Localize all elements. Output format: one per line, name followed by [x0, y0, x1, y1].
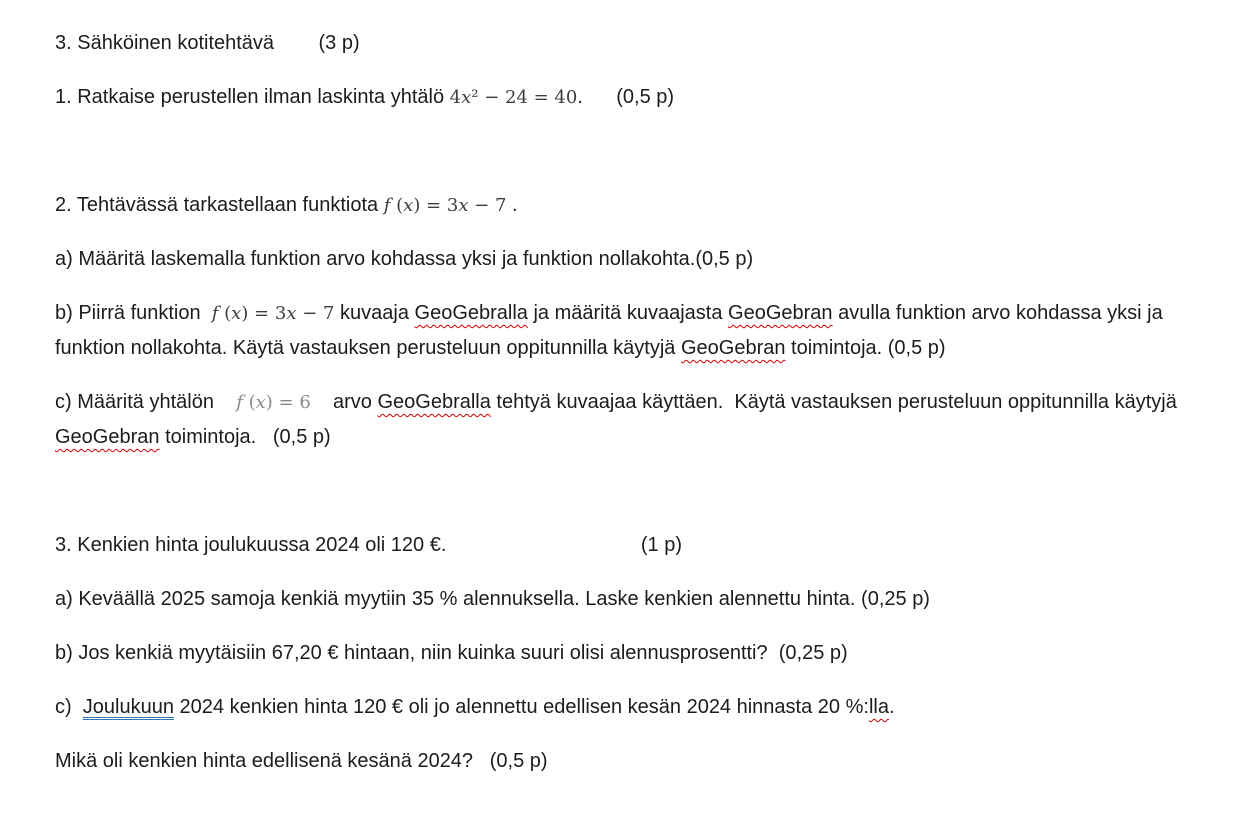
text-run: ja määritä kuvaajasta [527, 302, 729, 324]
text-run: . (0,5 p) [577, 86, 675, 108]
paragraph [55, 690, 1210, 725]
text-run: 1. Ratkaise perustellen ilman laskinta yhtälö [55, 86, 450, 108]
text-run: toimintoja. (0,5 p) [785, 337, 946, 359]
paragraph [55, 242, 1210, 277]
paragraph [55, 188, 1210, 223]
text-run: 3. Sähköinen kotitehtävä (3 p) [55, 32, 360, 54]
paragraph [55, 80, 1210, 115]
text-run: b) Jos kenkiä myytäisiin 67,20 € hintaan, niin kuinka suuri olisi alennusprosentti? (0,25 p) [55, 642, 848, 664]
text-run: Mikä oli kenkien hinta edellisenä kesänä 2024? (0,5 p) [55, 750, 548, 772]
paragraph [55, 134, 1210, 169]
text-run: c) Määritä yhtälön [55, 391, 237, 413]
text-run: c) [55, 696, 83, 718]
paragraph [55, 582, 1210, 617]
text-run: . [888, 696, 895, 718]
misspelled-word: GeoGebran [680, 337, 786, 359]
text-run: avulla funktion arvo kohdassa yksi ja funktion nollakohta. Käytä vastauksen perusteluun oppitunnilla käytyjä [55, 302, 1169, 359]
math-expression: 4x² − 24 = 40 [449, 87, 578, 108]
text-run: . [506, 194, 518, 216]
text-run: 2024 kenkien hinta 120 € oli jo alennettu edellisen kesän 2024 hinnasta 20 %: [173, 696, 869, 718]
grammar-flagged-word: Joulukuun [82, 696, 174, 718]
paragraph [55, 636, 1210, 671]
misspelled-word: GeoGebran [55, 426, 160, 448]
misspelled-word: GeoGebralla [377, 391, 491, 413]
math-expression: f (x) = 3x − 7 [211, 303, 335, 324]
paragraph [55, 528, 1210, 563]
paragraph [55, 296, 1210, 366]
paragraph [55, 26, 1210, 61]
paragraph [55, 385, 1210, 455]
misspelled-word: GeoGebran [728, 302, 833, 324]
text-run: tehtyä kuvaajaa käyttäen. Käytä vastauksen perusteluun oppitunnilla käytyjä [490, 391, 1183, 413]
paragraph [55, 474, 1210, 509]
text-run: toimintoja. (0,5 p) [159, 426, 331, 448]
math-expression: f (x) = 6 [236, 392, 311, 413]
misspelled-word: GeoGebralla [414, 302, 528, 324]
misspelled-word: lla [868, 696, 889, 718]
text-run: a) Keväällä 2025 samoja kenkiä myytiin 35 % alennuksella. Laske kenkien alennettu hinta. (0,25 p) [55, 588, 930, 610]
text-run: b) Piirrä funktion [55, 302, 212, 324]
text-run: kuvaaja [334, 302, 415, 324]
text-run: 3. Kenkien hinta joulukuussa 2024 oli 120 €. (1 p) [55, 534, 683, 556]
paragraph [55, 744, 1210, 779]
text-run: a) Määritä laskemalla funktion arvo kohdassa yksi ja funktion nollakohta.(0,5 p) [55, 248, 754, 270]
text-run: arvo [310, 391, 378, 413]
math-expression: f (x) = 3x − 7 [383, 195, 507, 216]
text-run: 2. Tehtävässä tarkastellaan funktiota [55, 194, 384, 216]
